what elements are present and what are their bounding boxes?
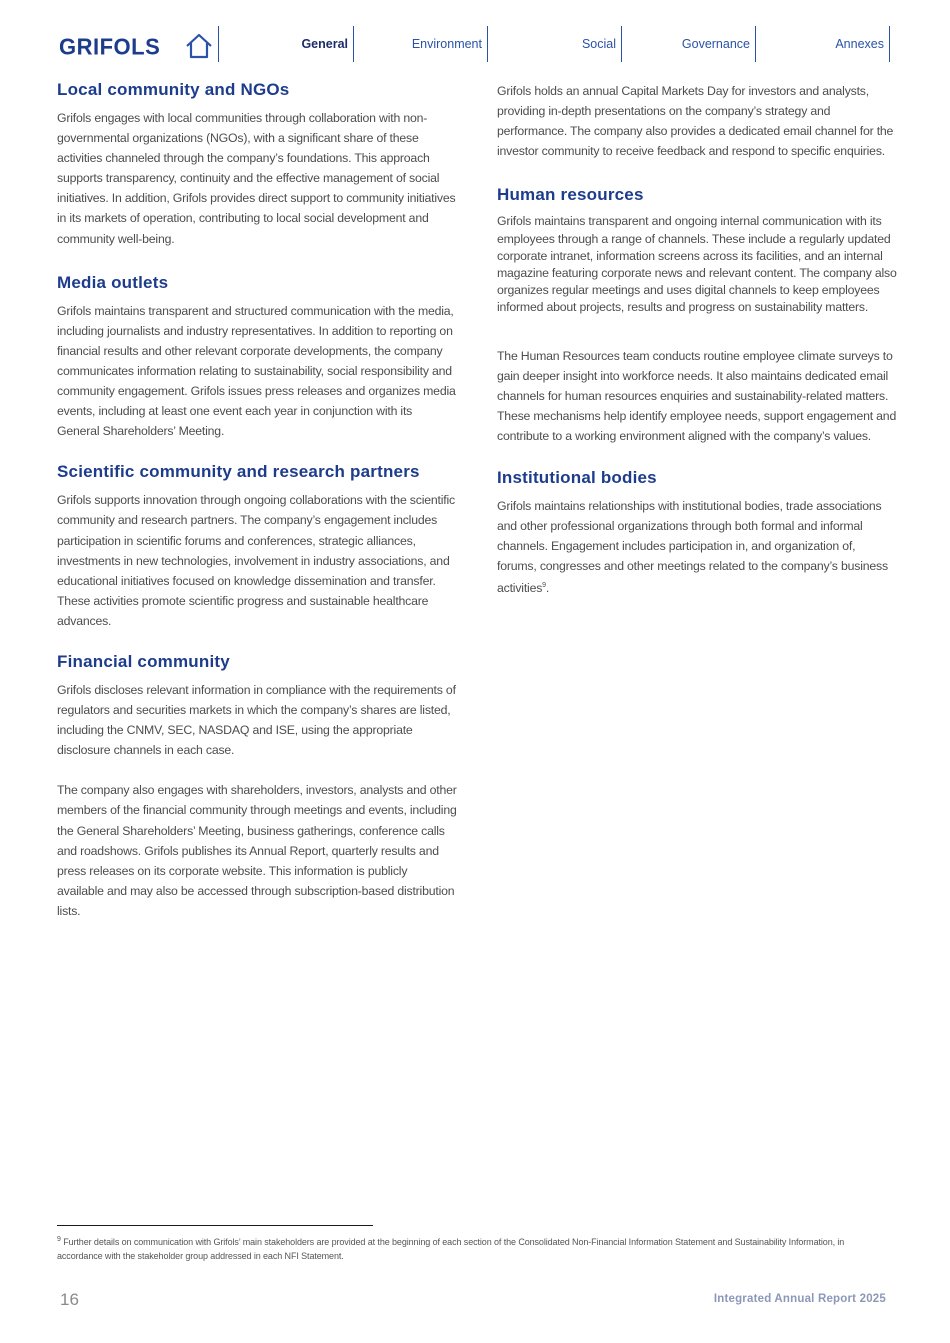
section-title-institutional: Institutional bodies [497, 468, 657, 488]
section-text-scientific: Grifols supports innovation through ongoing collaborations with the scientific community and research partners. The company’s engagement includes participation in scientific forums and conferences, strategic alliances, investments in new technologies, involvement in industry associations, and educational initiatives focused on knowledge dissemination and transfer. These activities promote scientific progress and sustainable healthcare advances. [57, 493, 455, 628]
footnote-text: Further details on communication with Grifols’ main stakeholders are provided at the beginning of each section of the Consolidated Non-Financial Information Statement and Sustainability Information, in accordance with the stakeholder group addressed in each NFI Statement. [57, 1237, 845, 1261]
report-title: Integrated Annual Report 2025 [713, 1293, 886, 1305]
section-text-local-community: Grifols engages with local communities through collaboration with non-governmental organizations (NGOs), with a significant share of these activities channeled through the company’s foundations. This approach supports transparency, continuity and the effective management of social initiatives. In addition, Grifols provides direct support to community initiatives in its markets of operation, contributing to local social development and community well-being. [57, 111, 456, 246]
section-text-human-resources-2: The Human Resources team conducts routine employee climate surveys to gain deeper insight into workforce needs. It also maintains dedicated email channels for human resources enquiries and sustainability-related matters. These mechanisms help identify employee needs, support engagement and contribute to a working environment aligned with the company’s values. [497, 348, 897, 443]
right-column [497, 81, 897, 599]
nav-tab-general[interactable]: General [220, 26, 354, 62]
institutional-text: Grifols maintains relationships with institutional bodies, trade associations and other professional organizations through both formal and informal channels. Engagement includes participation in, and organization of, forums, congresses and other meetings related to the company’s business activities [497, 499, 888, 596]
footnote-reference[interactable]: 9 [542, 582, 546, 590]
left-column [57, 80, 457, 921]
nav-divider [218, 26, 219, 62]
section-text-human-resources-1: Grifols maintains transparent and ongoing internal communication with its employees through a range of channels. These include a regularly updated corporate intranet, information screens across its facilities, and an internal magazine featuring corporate news and relevant content. The company also organizes regular meetings and uses digital channels to keep employees informed about projects, results and progress on sustainability matters. [497, 214, 897, 315]
section-title-media: Media outlets [57, 272, 169, 292]
section-text-institutional [497, 496, 897, 599]
institutional-text-end: . [545, 581, 550, 596]
capital-markets-text: Grifols holds an annual Capital Markets Day for investors and analysts, providing in-depth presentations on the company’s strategy and performance. The company also provides a dedicated email channel for the investor community to receive feedback and respond to specific enquiries. [497, 84, 894, 159]
footnote [57, 1233, 887, 1263]
section-text-financial-1: Grifols discloses relevant information in compliance with the requirements of regulators and securities markets in which the company’s shares are listed, including the CNMV, SEC, NASDAQ and ISE, using the appropriate disclosure channels in each case. [57, 682, 456, 758]
section-title-human-resources: Human resources [497, 185, 644, 205]
section-title-financial: Financial community [57, 651, 230, 671]
grifols-logo[interactable]: GRIFOLS [59, 33, 161, 60]
page-number: 16 [60, 1290, 79, 1309]
home-icon[interactable] [184, 32, 214, 60]
section-title-scientific: Scientific community and research partners [57, 462, 420, 482]
section-text-media: Grifols maintains transparent and structured communication with the media, including journalists and industry representatives. In addition to reporting on financial results and other relevant corporate developments, the company communicates information relating to sustainability, social responsibility and community engagement. Grifols issues press releases and organizes media events, including at least one event each year in conjunction with its General Shareholders’ Meeting. [57, 303, 456, 439]
nav-tab-social[interactable]: Social [488, 26, 622, 62]
footnote-divider [57, 1225, 373, 1226]
section-text-financial-2: The company also engages with shareholders, investors, analysts and other members of the financial community through meetings and events, including the General Shareholders’ Meeting, business gatherings, conference calls and roadshows. Grifols publishes its Annual Report, quarterly results and press releases on its corporate website. This information is publicly available and may also be accessed through subscription-based distribution lists. [57, 783, 457, 918]
footnote-mark: 9 [57, 1236, 61, 1243]
nav-tab-governance[interactable]: Governance [622, 26, 756, 62]
section-title-local-community: Local community and NGOs [57, 80, 290, 99]
nav-tab-environment[interactable]: Environment [354, 26, 488, 62]
nav-tab-annexes[interactable]: Annexes [756, 26, 890, 62]
